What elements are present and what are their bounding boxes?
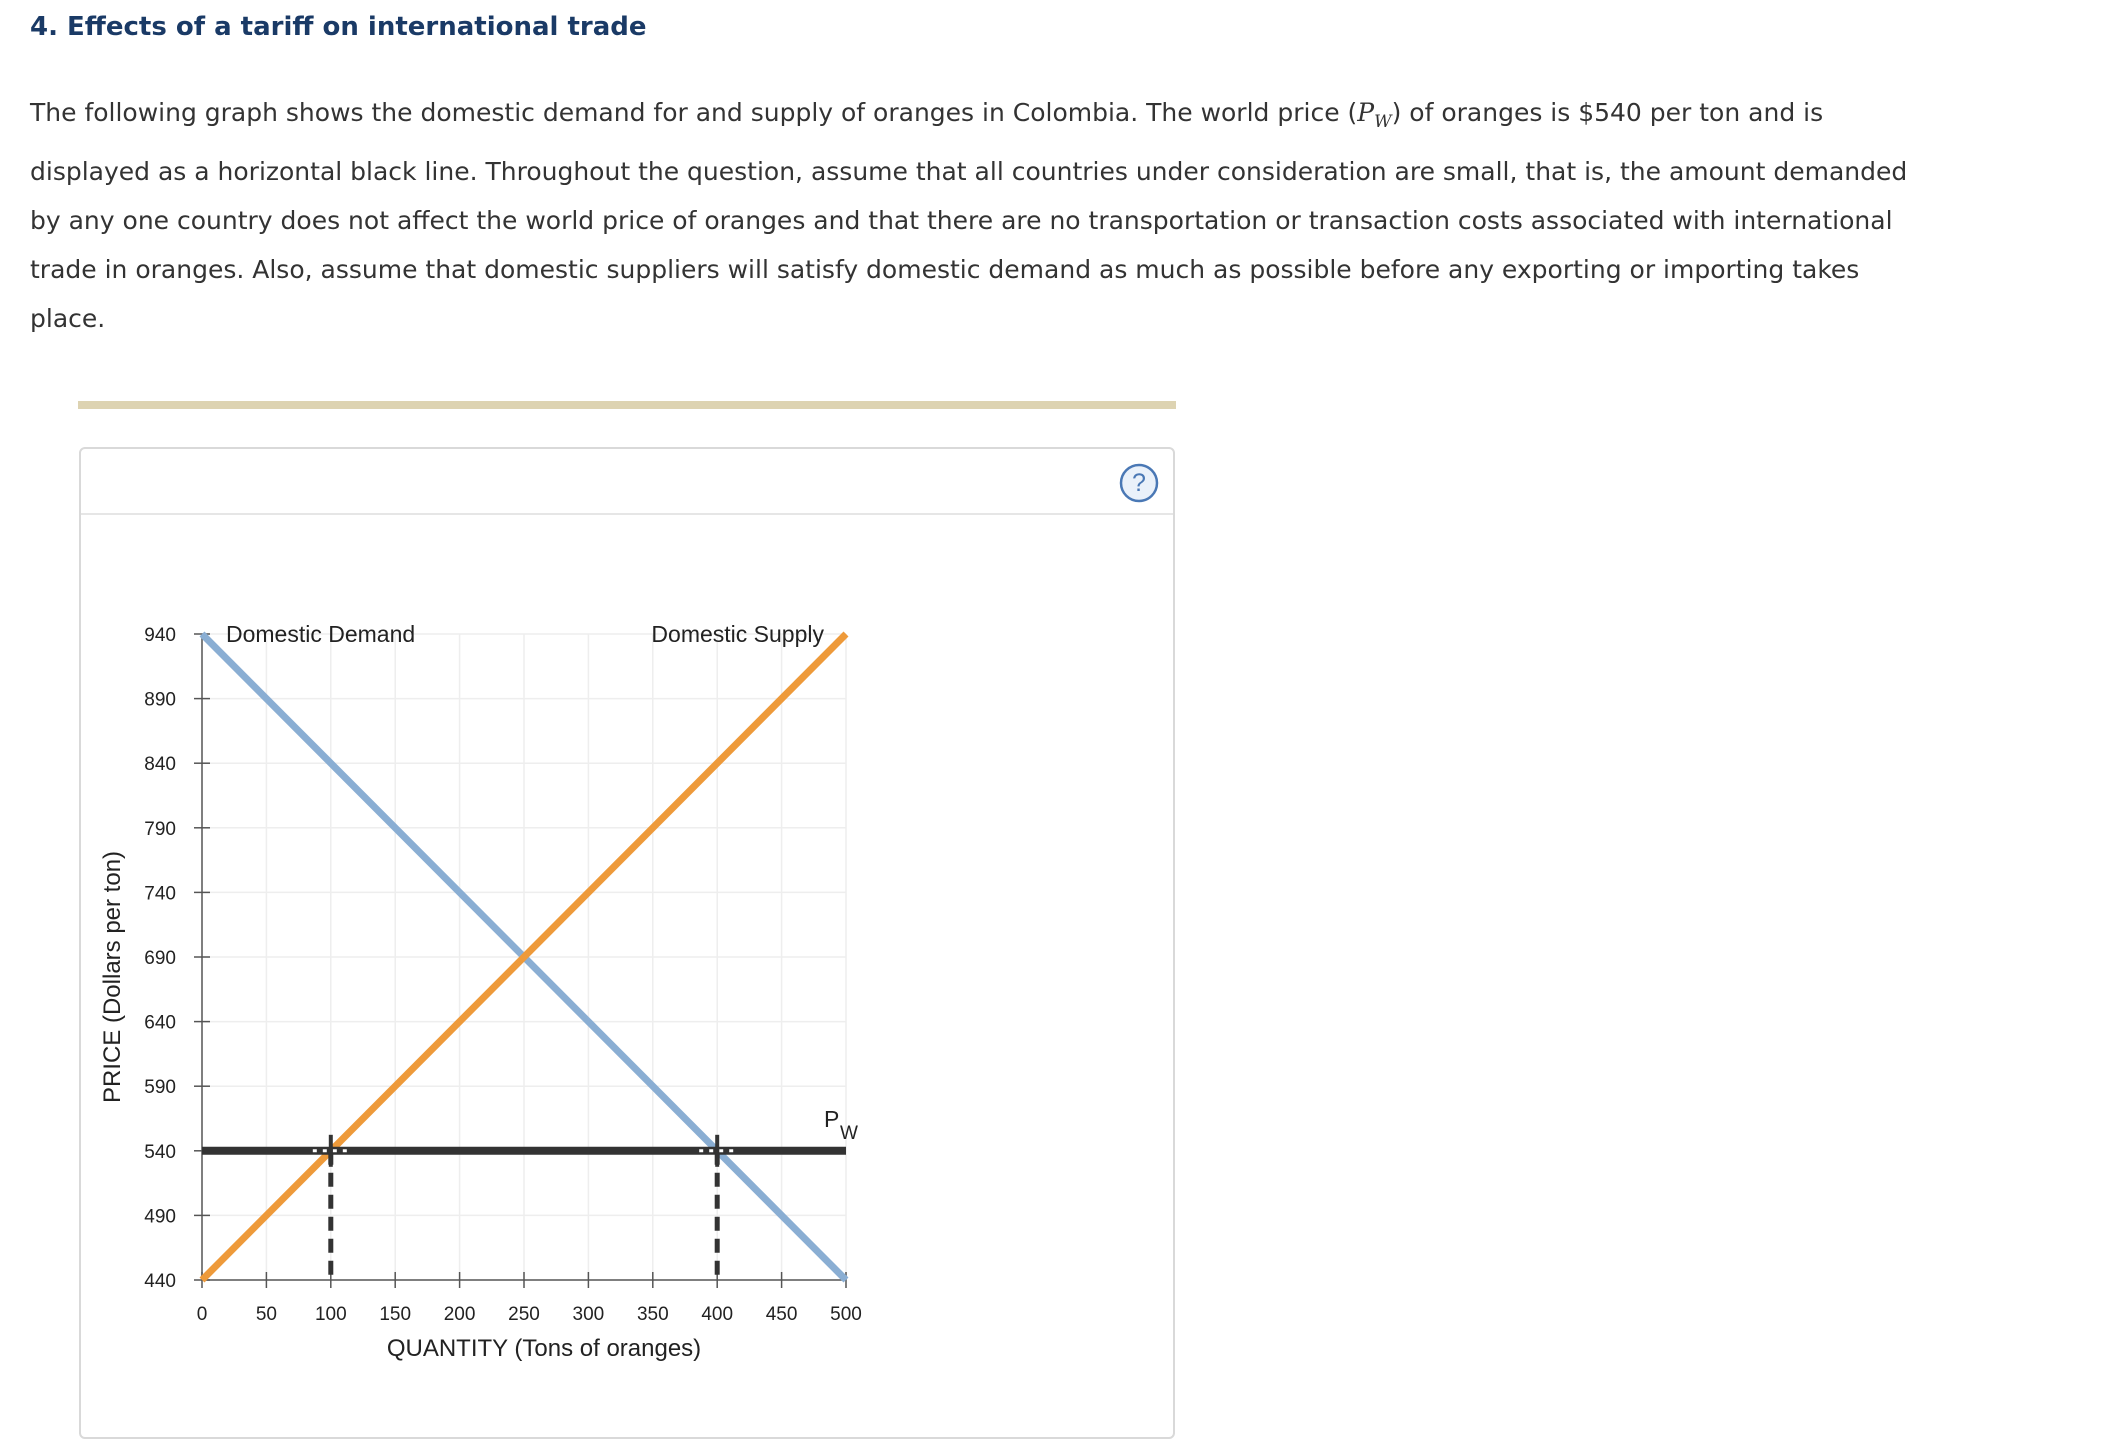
y-tick-label: 690: [144, 948, 176, 969]
y-tick-label: 740: [144, 883, 176, 905]
y-axis-label: PRICE (Dollars per ton): [99, 850, 126, 1104]
demand-label: Domestic Demand: [226, 621, 416, 647]
x-tick-label: 350: [636, 1304, 669, 1325]
world-price-label-subscript: W: [840, 1122, 858, 1144]
x-tick-label: 150: [379, 1304, 412, 1325]
intro-text-part2: ) of oranges is $540 per ton and is displayed as a horizontal black line. Throughout the question, assume that all countries under consideration are small, that is, the amount demanded by any one country does not affect the world price of oranges and that there are no transportation or transaction costs associated with international trade in oranges. Also, assume that domestic suppliers will satisfy domestic demand as much as possible before any exporting or importing takes place.: [30, 98, 1908, 333]
y-tick-label: 890: [144, 689, 176, 711]
y-tick-label: 640: [144, 1012, 176, 1034]
x-tick-label: 400: [701, 1304, 734, 1325]
x-tick-label: 300: [572, 1304, 605, 1325]
y-tick-label: 790: [144, 818, 176, 840]
help-label: ?: [1132, 469, 1146, 497]
page-title: 4. Effects of a tariff on international trade: [30, 12, 647, 42]
x-tick-label: 250: [508, 1304, 540, 1325]
world-price-symbol: $P_W$: [1357, 98, 1392, 132]
x-tick-label: 0: [196, 1304, 208, 1325]
y-tick-label: 540: [144, 1141, 176, 1163]
y-tick-label: 440: [144, 1271, 176, 1292]
x-tick-label: 100: [314, 1304, 347, 1325]
y-tick-label: 840: [144, 754, 176, 776]
y-tick-label: 590: [144, 1077, 176, 1099]
y-tick-label: 940: [144, 625, 176, 646]
x-tick-label: 50: [255, 1304, 277, 1325]
x-axis-label: QUANTITY (Tons of oranges): [386, 1335, 702, 1362]
x-tick-label: 500: [830, 1304, 862, 1325]
x-tick-label: 200: [443, 1304, 476, 1325]
world-price-label: P: [824, 1105, 840, 1132]
y-tick-label: 490: [144, 1206, 176, 1228]
supply-label: Domestic Supply: [651, 621, 824, 647]
x-tick-label: 450: [765, 1304, 798, 1325]
intro-text-part1: The following graph shows the domestic demand for and supply of oranges in Colombia. The world price (: [30, 98, 1358, 127]
